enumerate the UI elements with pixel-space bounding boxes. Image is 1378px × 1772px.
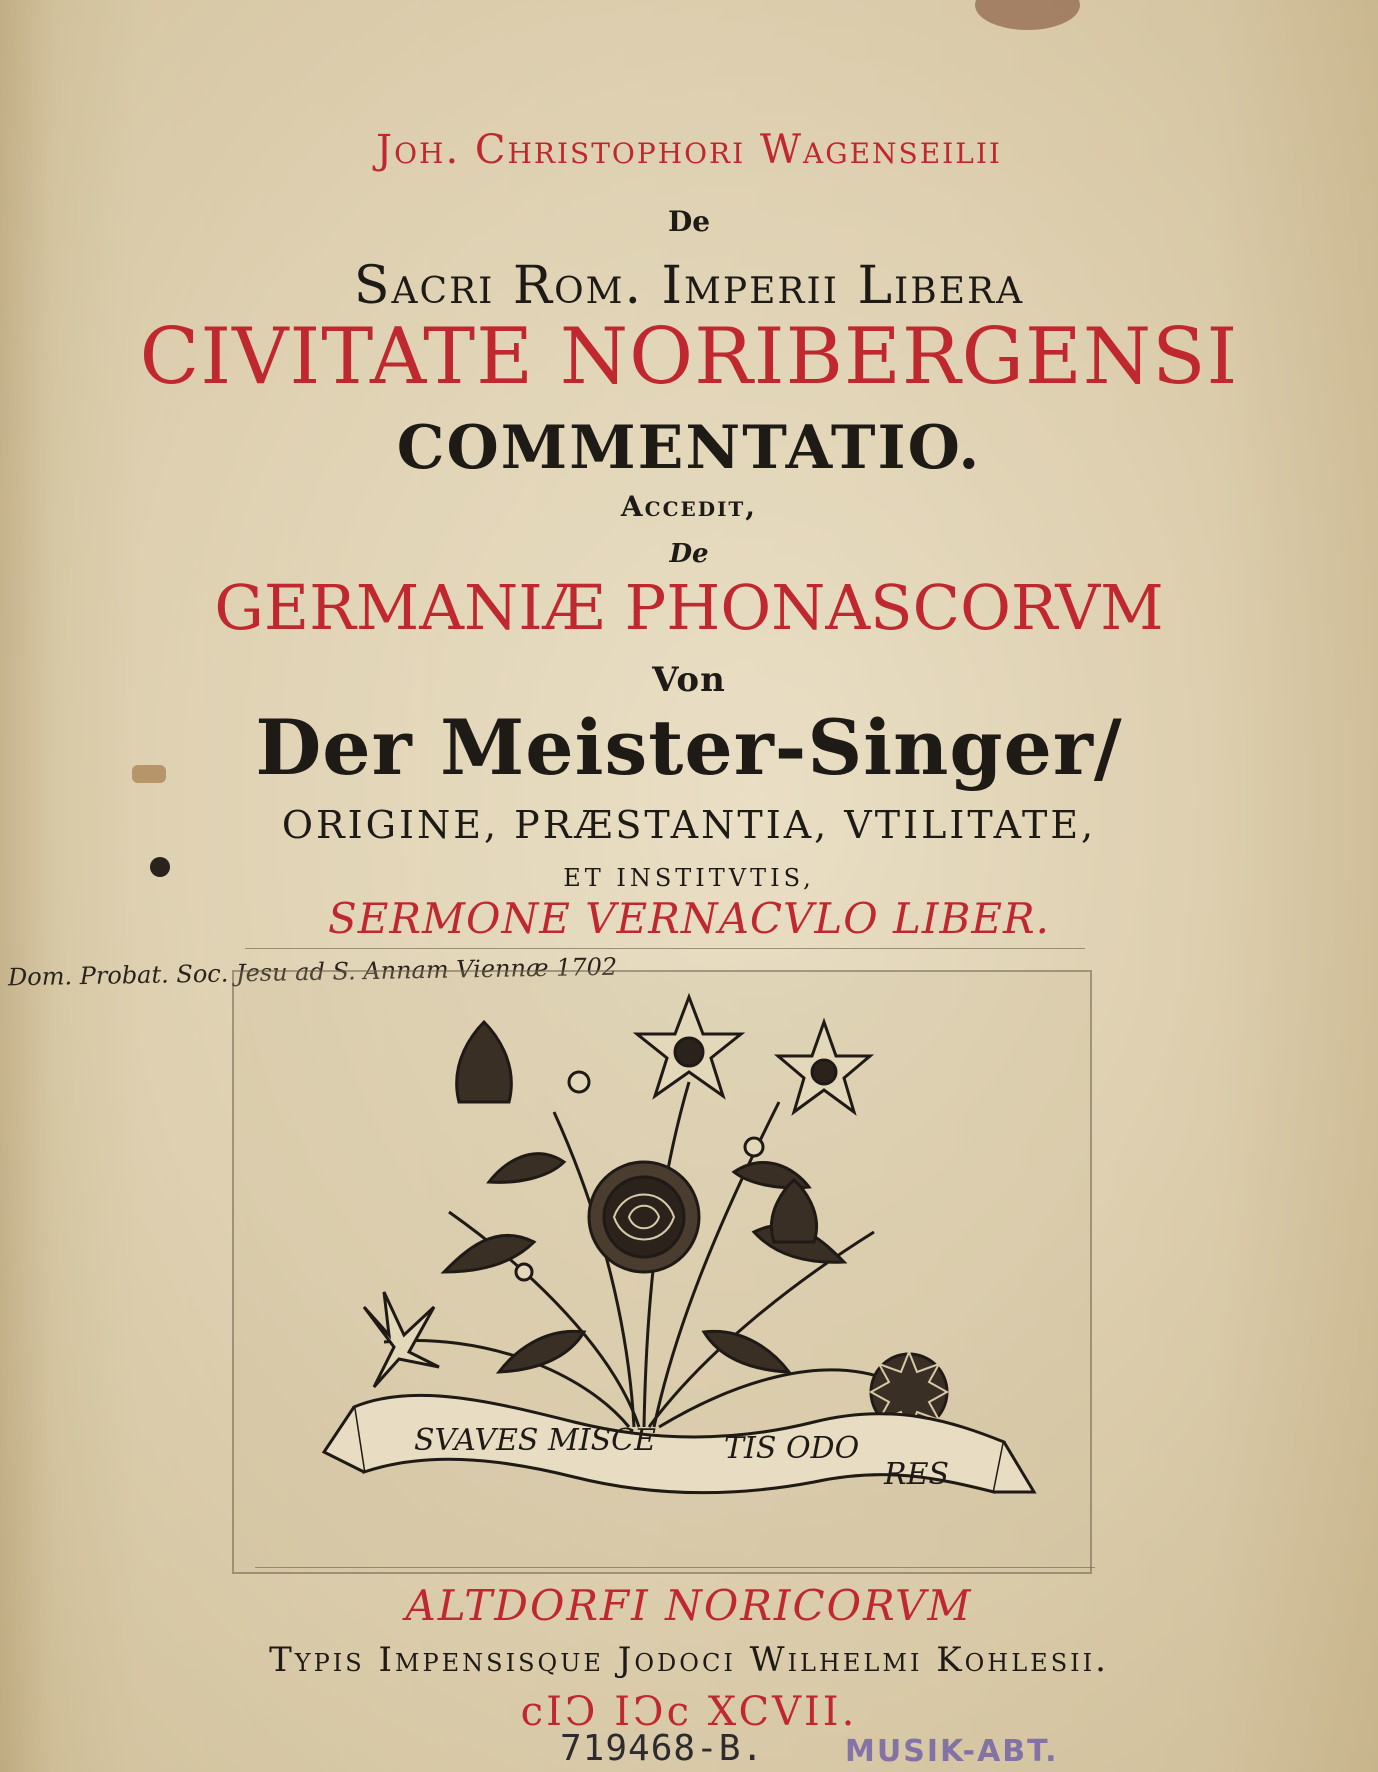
handwritten-provenance-note: Dom. Probat. Soc. Jesu ad S. Annam Viennæ 1702 xyxy=(7,952,618,992)
motto-text-2: TIS ODO xyxy=(724,1431,860,1466)
water-stain-top xyxy=(975,0,1080,30)
library-shelfmark-stamp: 719468-B. xyxy=(560,1728,765,1769)
von-line: Von xyxy=(652,660,726,700)
tulip-left xyxy=(457,1022,512,1102)
accedit-line: Accedit, xyxy=(620,490,758,523)
rule-under-plate xyxy=(255,1567,1095,1568)
rose-center xyxy=(589,1162,699,1272)
imprint-printer: Typis Impensisque Jodoci Wilhelmi Kohlesii. xyxy=(269,1640,1109,1680)
motto-text-1: SVAVES MISCE xyxy=(414,1423,656,1458)
imprint-year: cIↃ IↃc XCVII. xyxy=(520,1689,858,1735)
civitate-noribergensi-line: CIVITATE NORIBERGENSI xyxy=(139,312,1239,402)
germaniae-phonascorum-line: GERMANIÆ PHONASCORVM xyxy=(214,571,1164,644)
daffodil-right xyxy=(778,1022,870,1112)
tulip-right xyxy=(771,1180,816,1242)
motto-text-3: RES xyxy=(884,1457,950,1492)
meister-singer-line: Der Meister-Singer/ xyxy=(255,703,1123,792)
de-line-1: De xyxy=(667,205,711,238)
library-department-stamp: MUSIK-ABT. xyxy=(845,1734,1059,1769)
rule-under-title xyxy=(245,948,1085,949)
daffodil-top xyxy=(637,997,741,1096)
imprint-place: ALTDORFI NORICORVM xyxy=(405,1581,973,1630)
commentatio-line: COMMENTATIO. xyxy=(396,413,982,483)
origine-line: ORIGINE, PRÆSTANTIA, VTILITATE, xyxy=(281,803,1097,847)
author-line: Joh. Christophori Wagenseilii xyxy=(376,127,1002,173)
sacri-imperii-line: Sacri Rom. Imperii Libera xyxy=(353,256,1025,316)
de-line-2: De xyxy=(669,539,709,569)
emblem-plate xyxy=(232,970,1092,1574)
et-institutis-line: ET INSTITVTIS, xyxy=(563,864,815,892)
sermone-vernaculo-line: SERMONE VERNACVLO LIBER. xyxy=(327,894,1051,943)
flower-bouquet-emblem xyxy=(234,972,1090,1572)
